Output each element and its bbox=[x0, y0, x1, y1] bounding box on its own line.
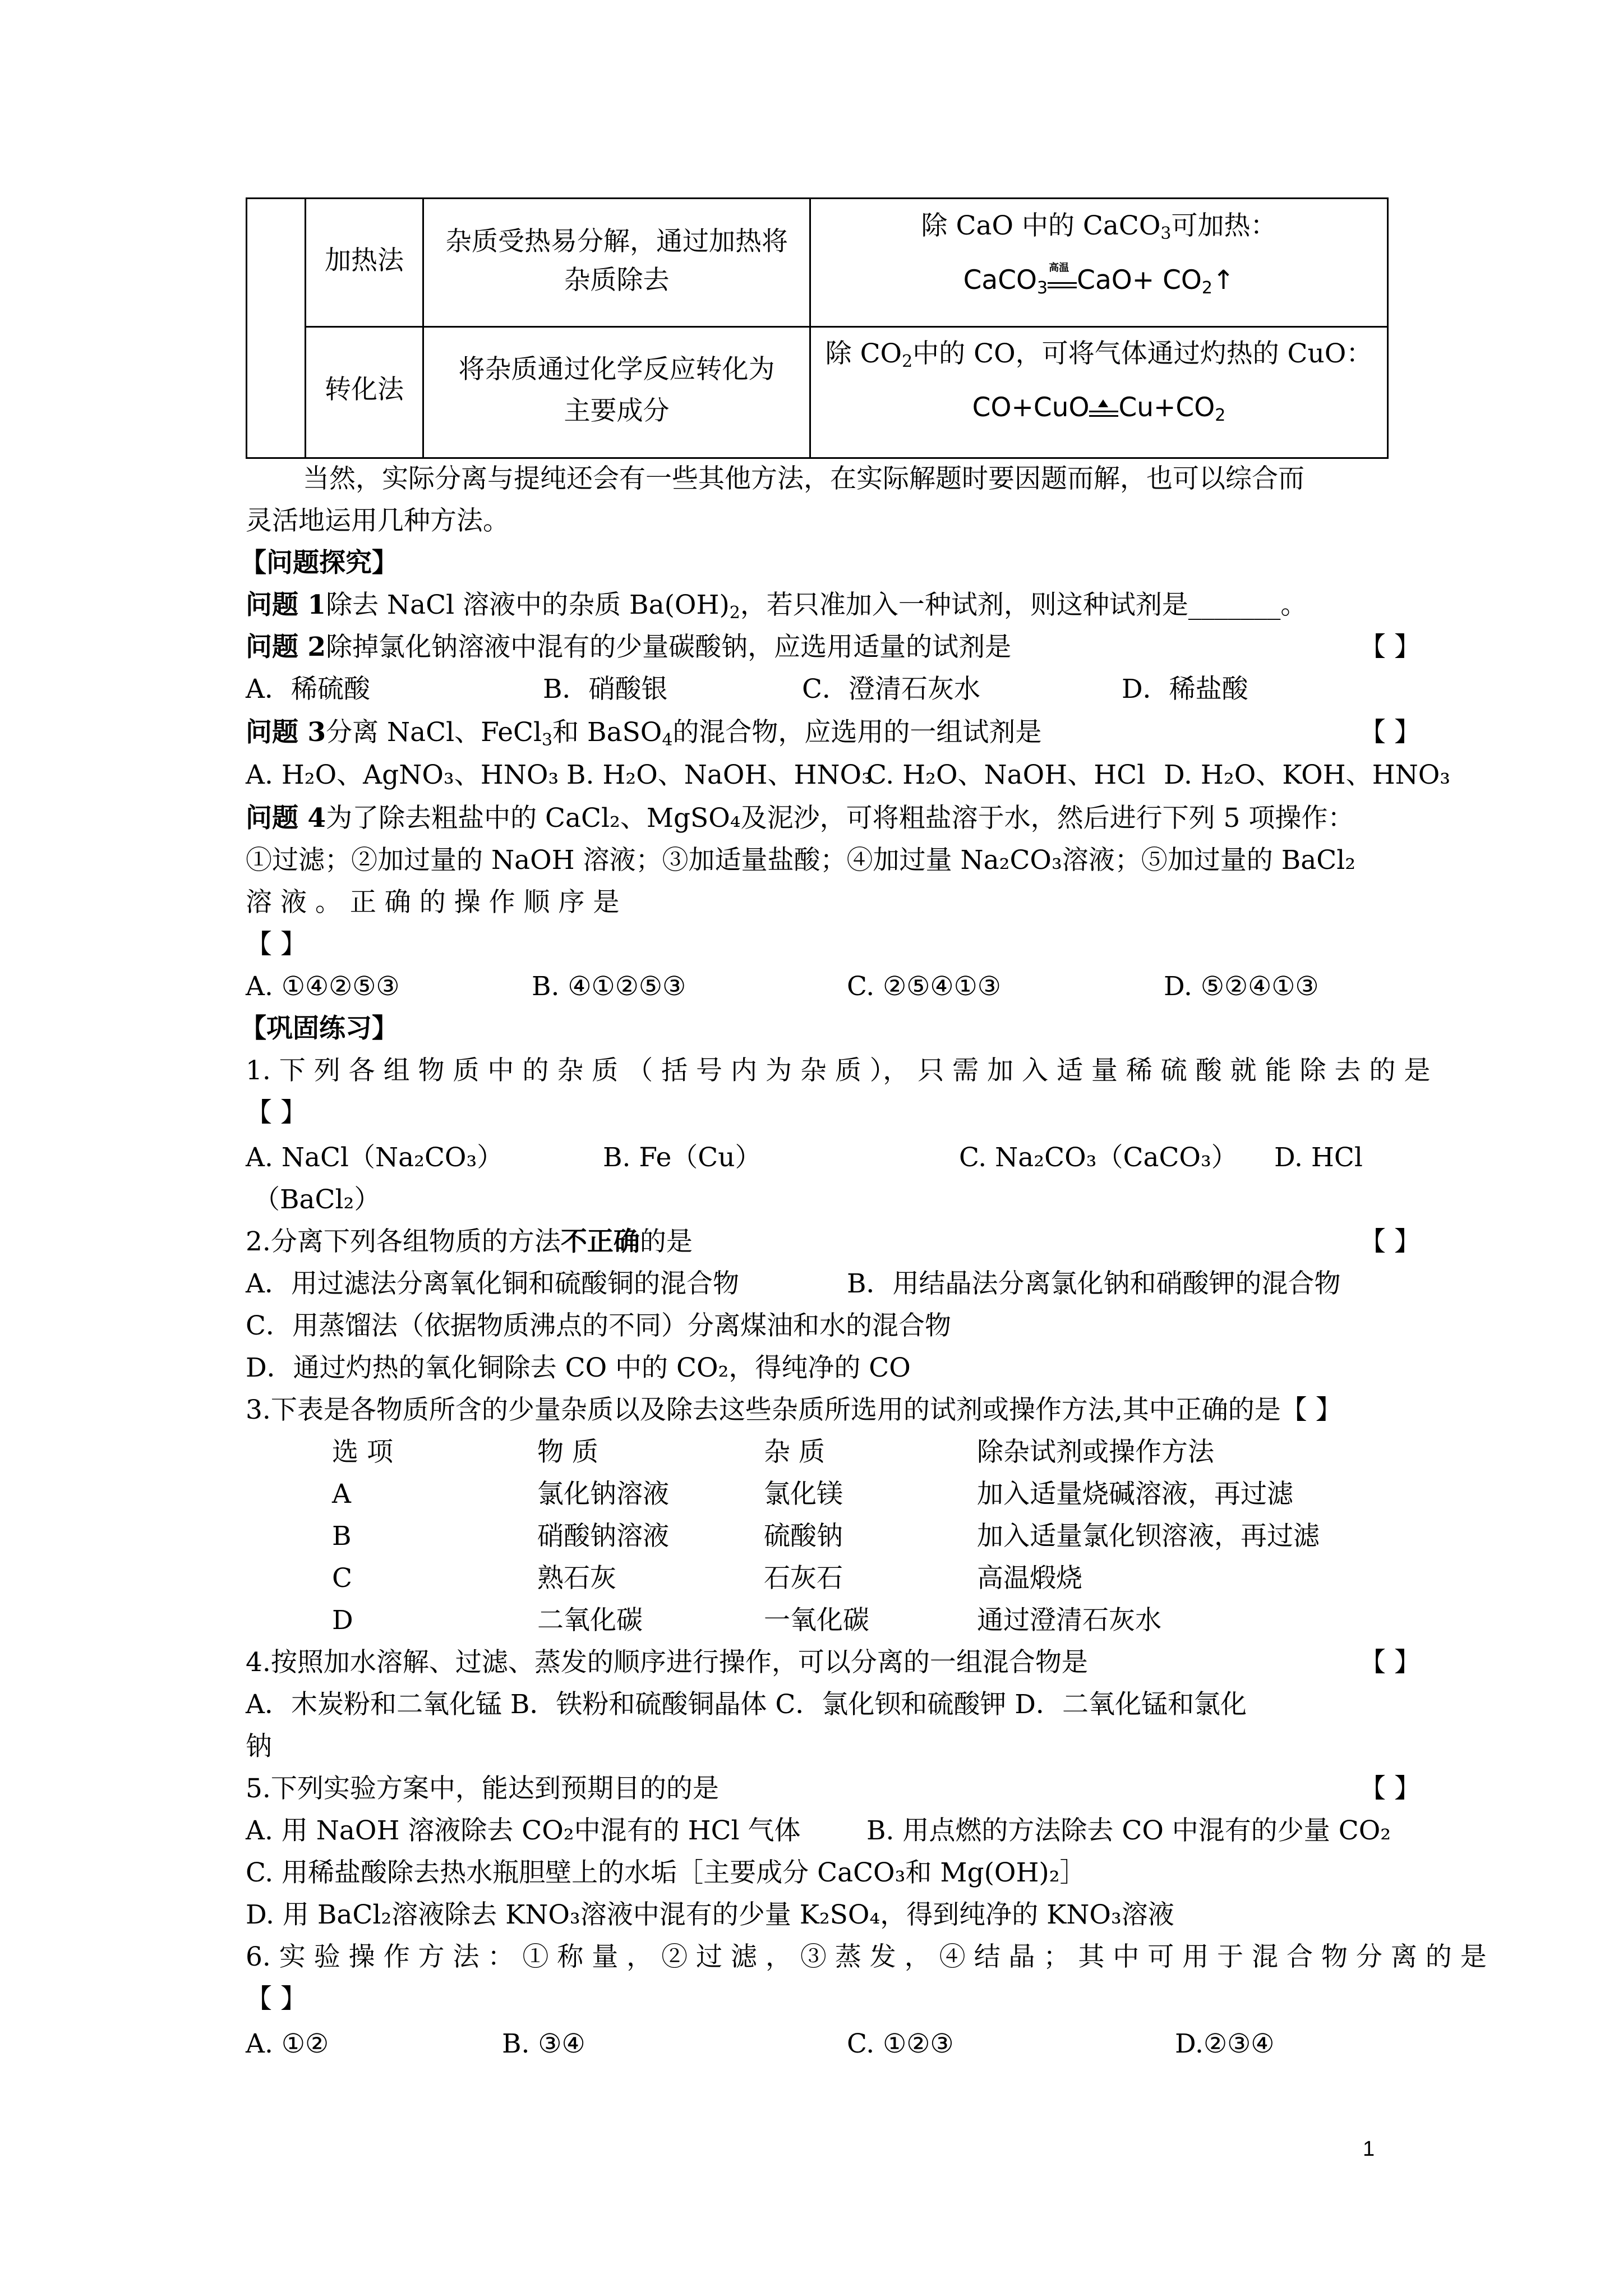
table-divider bbox=[305, 199, 306, 457]
p6-option-d: D.②③④ bbox=[1175, 2028, 1275, 2059]
question-2: 问题 2除掉氯化钠溶液中混有的少量碳酸钠，应选用适量的试剂是 bbox=[246, 632, 1012, 662]
p6-option-b: B. ③④ bbox=[502, 2028, 585, 2059]
question-1: 问题 1除去 NaCl 溶液中的杂质 $Ba(OH)_2$，若只准加入一种试剂，则这种试剂是_______。 bbox=[246, 590, 1307, 623]
p5-option-b: B. 用点燃的方法除去 CO 中混有的少量 CO₂ bbox=[866, 1815, 1391, 1846]
conversion-equation: CO+CuO $Cu+CO_2$ bbox=[972, 392, 1226, 425]
q4-option-a: A. ①④②⑤③ bbox=[246, 971, 400, 1002]
p3-header-impurity: 杂 质 bbox=[764, 1437, 825, 1467]
p3-row-impurity: 硫酸钠 bbox=[764, 1521, 843, 1552]
heat-triangle-icon bbox=[1089, 398, 1118, 421]
p3-row-label: D bbox=[332, 1605, 353, 1636]
practice-5: 5.下列实验方案中，能达到预期目的的是 bbox=[246, 1773, 719, 1804]
p1-option-d: D. HCl bbox=[1274, 1142, 1363, 1173]
p3-header-option: 选 项 bbox=[332, 1437, 393, 1467]
high-temp-condition: 高温 bbox=[1048, 271, 1077, 293]
q4-line3: 溶 液 。 正 确 的 操 作 顺 序 是 bbox=[246, 887, 620, 918]
p3-row-substance: 熟石灰 bbox=[537, 1563, 616, 1594]
heating-example: 除 CaO 中的 CaCO$_3$可加热： bbox=[921, 210, 1277, 243]
answer-bracket: 【 】 bbox=[1359, 1773, 1421, 1804]
practice-4: 4.按照加水溶解、过滤、蒸发的顺序进行操作，可以分离的一组混合物是 bbox=[246, 1647, 1088, 1678]
question-4: 问题 4为了除去粗盐中的 CaCl₂、MgSO₄及泥沙，可将粗盐溶于水，然后进行下列 5 项操作： bbox=[246, 803, 1354, 834]
q4-line2: ①过滤；②加过量的 NaOH 溶液；③加适量盐酸；④加过量 Na₂CO₃溶液；⑤加过量的 BaCl₂ bbox=[246, 845, 1356, 876]
gas-arrow-icon: ↑ bbox=[1212, 265, 1235, 296]
conversion-desc-line1: 将杂质通过化学反应转化为 bbox=[458, 354, 775, 385]
q3-option-c: C. H₂O、NaOH、HCl bbox=[866, 760, 1146, 790]
p6-option-a: A. ①② bbox=[246, 2028, 329, 2059]
method-conversion: 转化法 bbox=[325, 374, 404, 405]
method-heating: 加热法 bbox=[325, 245, 404, 276]
p3-row-label: C bbox=[332, 1563, 352, 1594]
answer-bracket: 【 】 bbox=[1359, 1647, 1421, 1678]
p3-row-impurity: 石灰石 bbox=[764, 1563, 843, 1594]
answer-bracket: 【 】 bbox=[246, 1097, 307, 1128]
p3-row-impurity: 氯化镁 bbox=[764, 1479, 843, 1510]
q3-option-a: A. H₂O、AgNO₃、HNO₃ bbox=[246, 760, 559, 790]
p5-option-a: A. 用 NaOH 溶液除去 CO₂中混有的 HCl 气体 bbox=[246, 1815, 801, 1846]
p1-option-b: B. Fe（Cu） bbox=[603, 1142, 762, 1173]
p3-header-method: 除杂试剂或操作方法 bbox=[977, 1437, 1214, 1467]
question-3: 问题 3分离 NaCl、FeCl$_3$和 BaSO$_4$的混合物，应选用的一组试剂是 bbox=[246, 717, 1042, 750]
page-number: 1 bbox=[1363, 2137, 1375, 2161]
p3-row-method: 高温煅烧 bbox=[977, 1563, 1082, 1594]
answer-bracket: 【 】 bbox=[246, 929, 307, 960]
p5-option-c: C. 用稀盐酸除去热水瓶胆壁上的水垢［主要成分 CaCO₃和 Mg(OH)₂］ bbox=[246, 1857, 1086, 1888]
q4-option-d: D. ⑤②④①③ bbox=[1164, 971, 1319, 1002]
intro-line1: 当然，实际分离与提纯还会有一些其他方法，在实际解题时要因题而解，也可以综合而 bbox=[303, 463, 1304, 494]
p6-option-c: C. ①②③ bbox=[847, 2028, 954, 2059]
answer-bracket: 【 】 bbox=[1359, 1226, 1421, 1257]
p2-option-d: D．通过灼热的氧化铜除去 CO 中的 CO₂，得纯净的 CO bbox=[246, 1352, 911, 1383]
section-heading-explore: 【问题探究】 bbox=[240, 547, 398, 578]
heating-equation: CaCO$_3$ 高温 $CaO+ CO_2↑$ bbox=[963, 261, 1235, 298]
practice-6: 6. 实 验 操 作 方 法 ： ① 称 量 ， ② 过 滤 ， ③ 蒸 发 ， ④ 结 晶 ； 其 中 可 用 于 混 合 物 分 离 的 是 bbox=[246, 1941, 1487, 1972]
table-row-divider bbox=[305, 326, 1387, 328]
p3-row-substance: 硝酸钠溶液 bbox=[537, 1521, 669, 1552]
conversion-desc-line2: 主要成分 bbox=[564, 395, 670, 426]
p3-row-impurity: 一氧化碳 bbox=[764, 1605, 869, 1636]
p3-row-substance: 二氧化碳 bbox=[537, 1605, 643, 1636]
heating-desc-line2: 杂质除去 bbox=[564, 265, 670, 296]
p2-option-c: C．用蒸馏法（依据物质沸点的不同）分离煤油和水的混合物 bbox=[246, 1310, 951, 1341]
p1-option-c: C. Na₂CO₃（CaCO₃） bbox=[959, 1142, 1238, 1173]
p3-row-label: A bbox=[332, 1479, 351, 1510]
practice-2: 2.分离下列各组物质的方法不正确的是 bbox=[246, 1226, 693, 1257]
methods-table bbox=[246, 197, 1389, 459]
answer-bracket: 【 】 bbox=[1359, 717, 1421, 748]
conversion-example: 除 $CO_2$中的 CO，可将气体通过灼热的 CuO： bbox=[825, 338, 1373, 371]
section-heading-practice: 【巩固练习】 bbox=[240, 1013, 398, 1044]
q2-option-c: C．澄清石灰水 bbox=[802, 674, 980, 705]
p3-row-method: 加入适量氯化钡溶液，再过滤 bbox=[977, 1521, 1320, 1552]
q4-option-c: C. ②⑤④①③ bbox=[847, 971, 1001, 1002]
p3-row-substance: 氯化钠溶液 bbox=[537, 1479, 669, 1510]
practice-1: 1. 下 列 各 组 物 质 中 的 杂 质 （ 括 号 内 为 杂 质 ）， 只 需 加 入 适 量 稀 硫 酸 就 能 除 去 的 是 bbox=[246, 1055, 1431, 1086]
answer-bracket: 【 】 bbox=[246, 1984, 307, 2014]
p1-option-d-cont: （BaCl₂） bbox=[253, 1184, 381, 1215]
p3-header-substance: 物 质 bbox=[537, 1437, 598, 1467]
intro-line2: 灵活地运用几种方法。 bbox=[246, 505, 509, 536]
p3-row-label: B bbox=[332, 1521, 352, 1552]
q3-option-b: B. H₂O、NaOH、HNO₃ bbox=[566, 760, 872, 790]
p1-option-a: A. NaCl（Na₂CO₃） bbox=[246, 1142, 504, 1173]
heating-desc-line1: 杂质受热易分解，通过加热将 bbox=[445, 226, 788, 257]
p5-option-d: D. 用 BaCl₂溶液除去 KNO₃溶液中混有的少量 K₂SO₄，得到纯净的 KNO₃溶液 bbox=[246, 1899, 1174, 1930]
p3-row-method: 通过澄清石灰水 bbox=[977, 1605, 1161, 1636]
p2-option-b: B．用结晶法分离氯化钠和硝酸钾的混合物 bbox=[847, 1268, 1341, 1299]
p3-row-method: 加入适量烧碱溶液，再过滤 bbox=[977, 1479, 1293, 1510]
practice-3: 3.下表是各物质所含的少量杂质以及除去这些杂质所选用的试剂或操作方法,其中正确的是【 】 bbox=[246, 1395, 1342, 1425]
q3-option-d: D. H₂O、KOH、HNO₃ bbox=[1164, 760, 1451, 790]
p4-options-cont: 钠 bbox=[246, 1731, 272, 1762]
q2-option-d: D．稀盐酸 bbox=[1122, 674, 1248, 705]
answer-bracket: 【 】 bbox=[1359, 632, 1421, 662]
p2-option-a: A．用过滤法分离氧化铜和硫酸铜的混合物 bbox=[246, 1268, 739, 1299]
q2-option-a: A．稀硫酸 bbox=[246, 674, 370, 705]
p4-options: A．木炭粉和二氧化锰 B．铁粉和硫酸铜晶体 C．氯化钡和硫酸钾 D．二氧化锰和氯化 bbox=[246, 1689, 1247, 1720]
q2-option-b: B．硝酸银 bbox=[543, 674, 668, 705]
q4-option-b: B. ④①②⑤③ bbox=[532, 971, 686, 1002]
